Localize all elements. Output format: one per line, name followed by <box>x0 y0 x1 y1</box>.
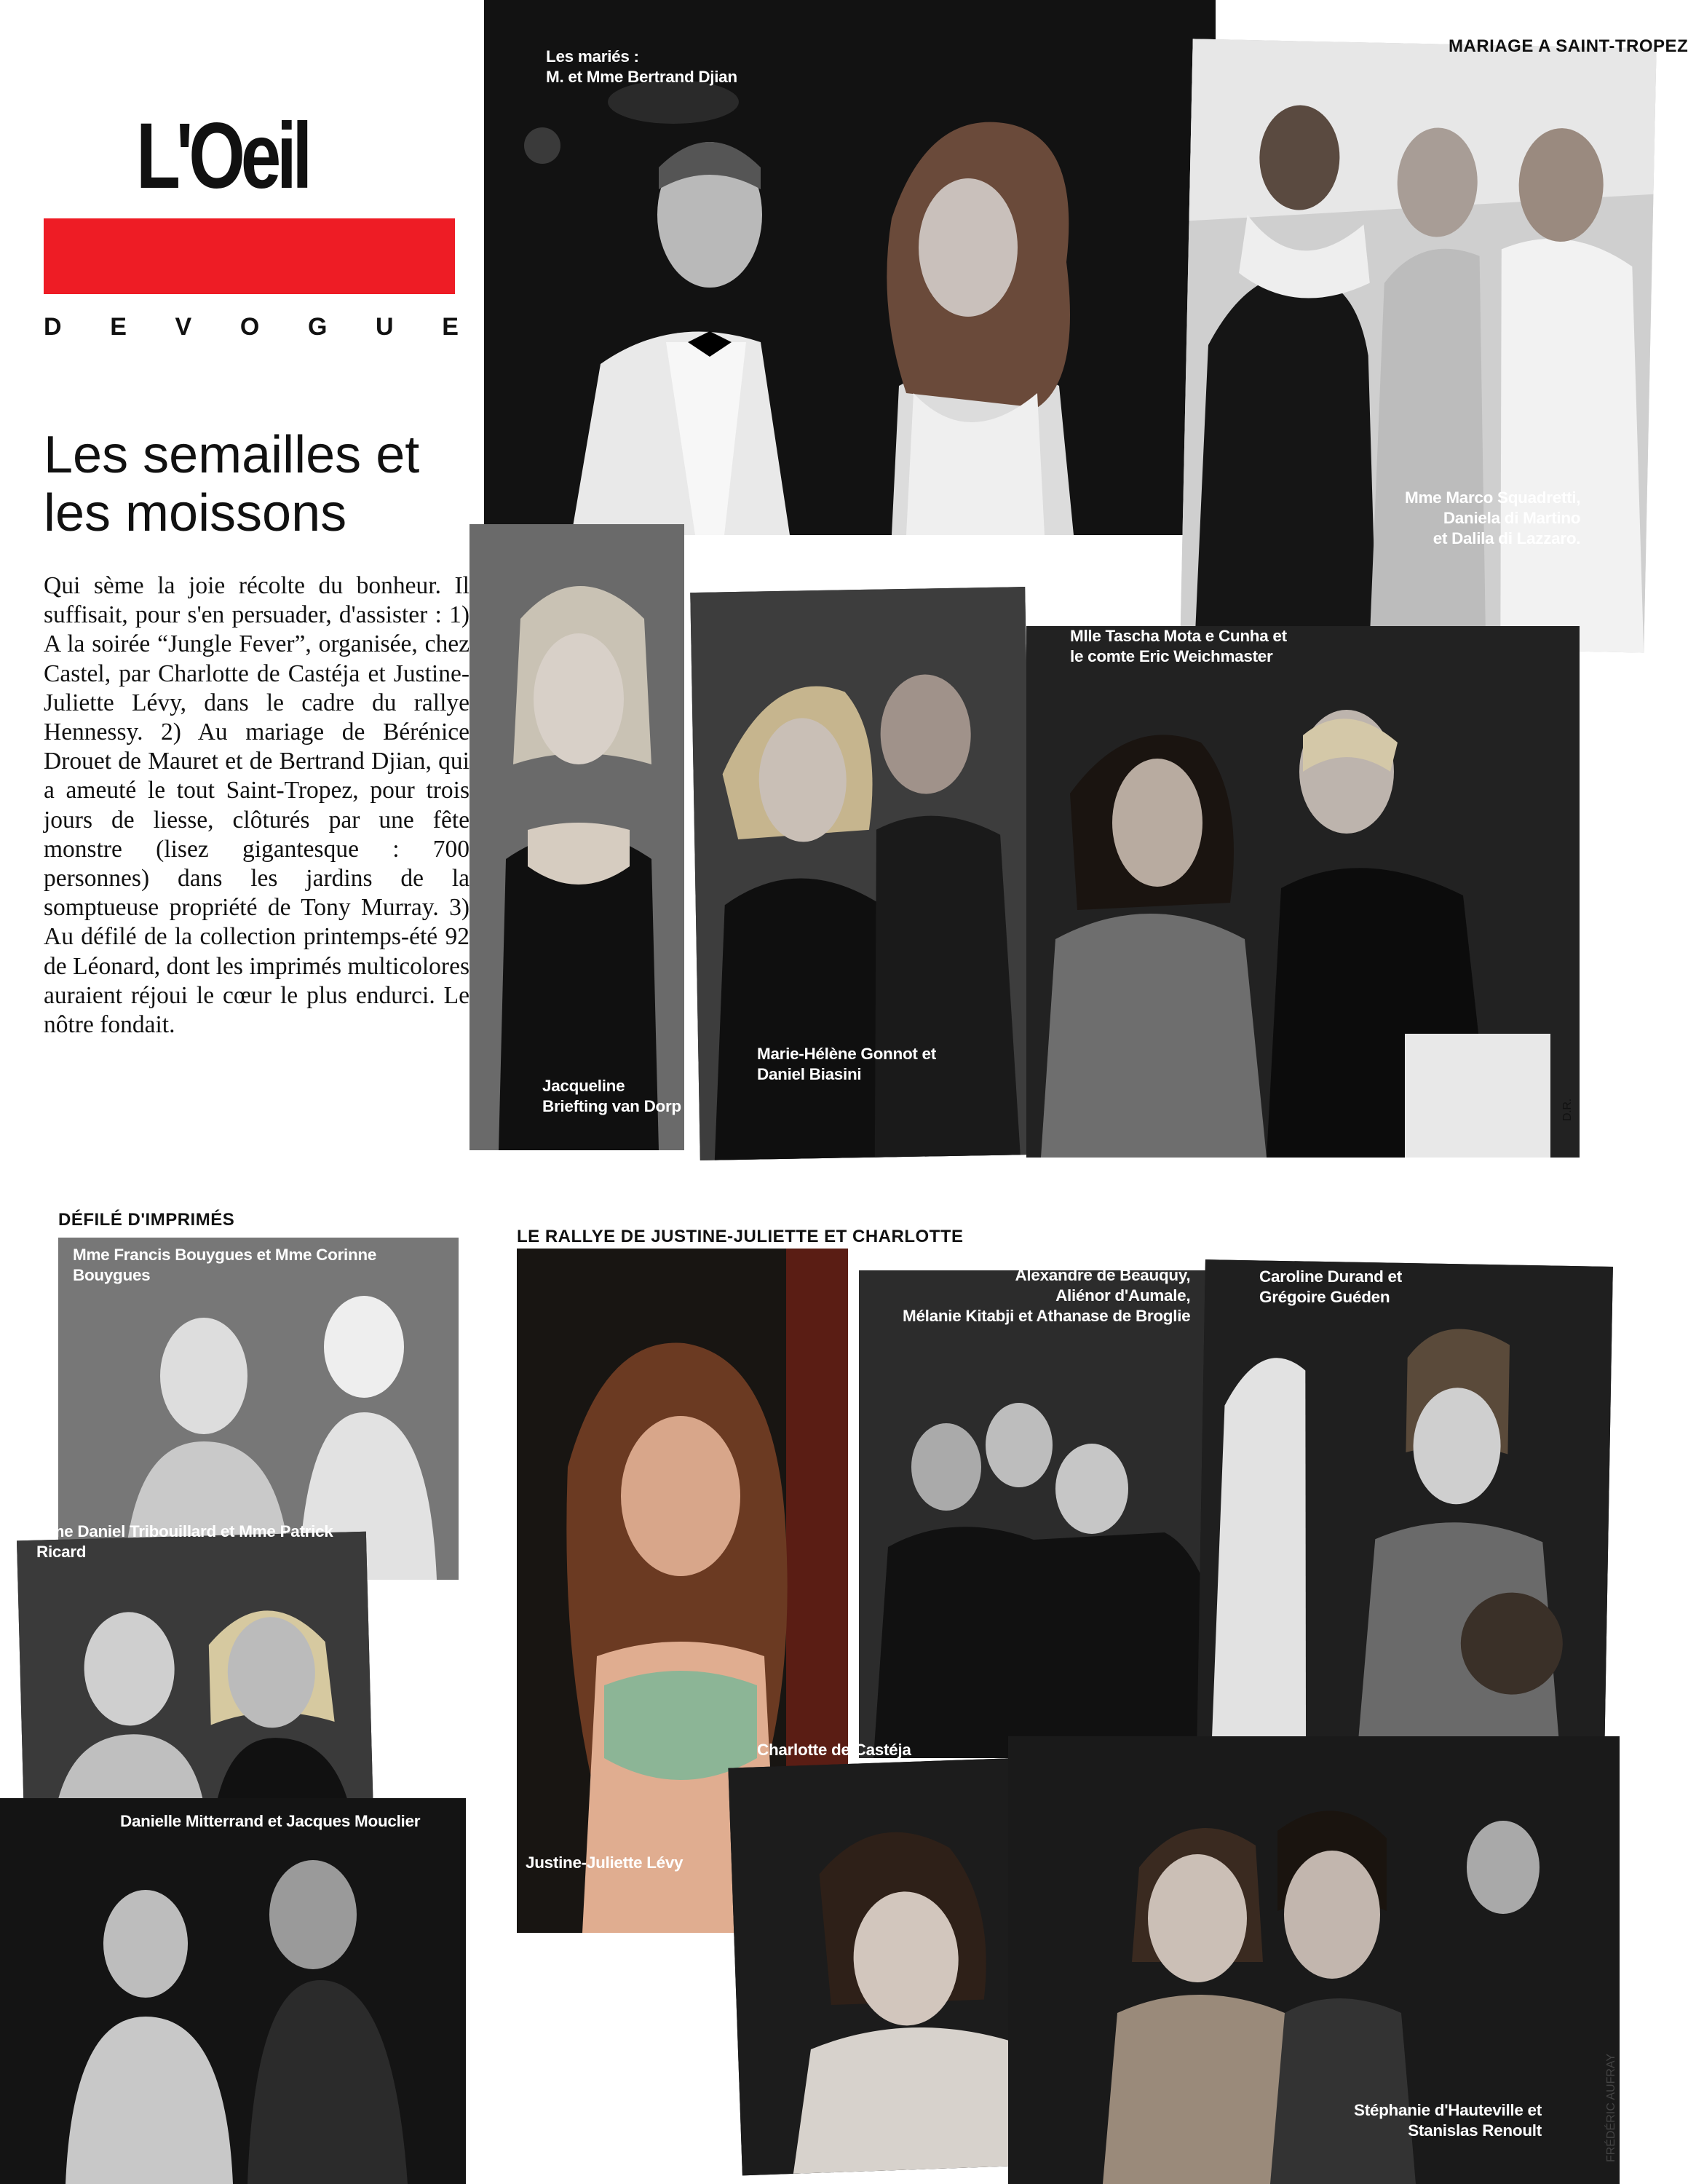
article-headline: Les semailles et les moissons <box>44 426 420 542</box>
photo-mitterrand <box>0 1798 466 2184</box>
sublogo-letter: E <box>110 313 127 341</box>
caption-bouygues: Mme Francis Bouygues et Mme Corinne Bouygues <box>73 1246 377 1284</box>
section-title-mariage: MARIAGE A SAINT-TROPEZ <box>1449 36 1688 56</box>
caption-gonnot: Marie-Hélène Gonnot et Daniel Biasini <box>757 1045 936 1083</box>
photo-squadretti <box>1180 39 1656 652</box>
red-bar <box>44 218 455 294</box>
caption-jacqueline: Jacqueline Briefting van Dorp <box>542 1077 681 1115</box>
sublogo-letter: D <box>44 313 62 341</box>
credit-dr: D.R. <box>1561 1099 1574 1121</box>
caption-mitterrand: Danielle Mitterrand et Jacques Mouclier <box>120 1812 421 1830</box>
caption-justine: Justine-Juliette Lévy <box>526 1853 683 1872</box>
caption-maries: Les mariés : M. et Mme Bertrand Djian <box>546 47 737 86</box>
caption-tribouillard: Mme Daniel Tribouillard et Mme Patrick Ricard <box>36 1522 333 1561</box>
caption-squadretti: Mme Marco Squadretti, Daniela di Martino et Dalila di Lazzaro. <box>1405 488 1581 547</box>
caption-durand: Caroline Durand et Grégoire Guéden <box>1259 1267 1402 1306</box>
sublogo-letter: O <box>239 313 260 341</box>
sublogo-letter: G <box>307 313 328 341</box>
sublogo-letter: V <box>175 313 192 341</box>
photo-durand <box>1197 1259 1613 1762</box>
sublogo-letter: E <box>442 313 459 341</box>
section-title-defile: DÉFILÉ D'IMPRIMÉS <box>58 1210 235 1230</box>
photo-jacqueline <box>469 524 684 1150</box>
photo-mota <box>1026 626 1580 1158</box>
logo: L'Oeil <box>136 104 308 208</box>
sublogo <box>44 313 459 341</box>
photo-tribouillard <box>17 1532 373 1824</box>
caption-hauteville: Stéphanie d'Hauteville et Stanislas Renoult <box>1354 2101 1542 2140</box>
section-title-rallye: LE RALLYE DE JUSTINE-JULIETTE ET CHARLOTTE <box>517 1227 964 1246</box>
article-body: Qui sème la joie récolte du bonheur. Il suffisait, pour s'en persuader, d'assister : 1) A la soirée “Jungle Fever”, organisée, chez Castel, par Charlotte de Castéja et Justine-Juliette Lévy, dans le cadre du rallye Hennessy. 2) Au mariage de Bérénice Drouet de Mauret et de Bertrand Djian, qui a ameuté le tout Saint-Tropez, pour trois jours de liesse, clôturés par une fête monstre (lisez gigantesque : 700 personnes) dans les jardins de la somptueuse propriété de Tony Murray. 3) Au défilé de la collection printemps-été 92 de Léonard, dont les imprimés multicolores auraient réjoui le cœur le plus endurci. Le nôtre fondait. <box>44 572 469 1039</box>
credit-photographer: FRÉDÉRIC AUFRAY <box>1605 2053 1617 2162</box>
caption-beauquy: Alexandre de Beauquy, Aliénor d'Aumale, Mélanie Kitabji et Athanase de Broglie <box>903 1266 1191 1325</box>
caption-charlotte: Charlotte de Castéja <box>757 1741 911 1759</box>
sublogo-letter: U <box>376 313 394 341</box>
photo-beauquy <box>859 1270 1252 1758</box>
caption-mota: Mlle Tascha Mota e Cunha et le comte Eric Weichmaster <box>1070 627 1287 665</box>
